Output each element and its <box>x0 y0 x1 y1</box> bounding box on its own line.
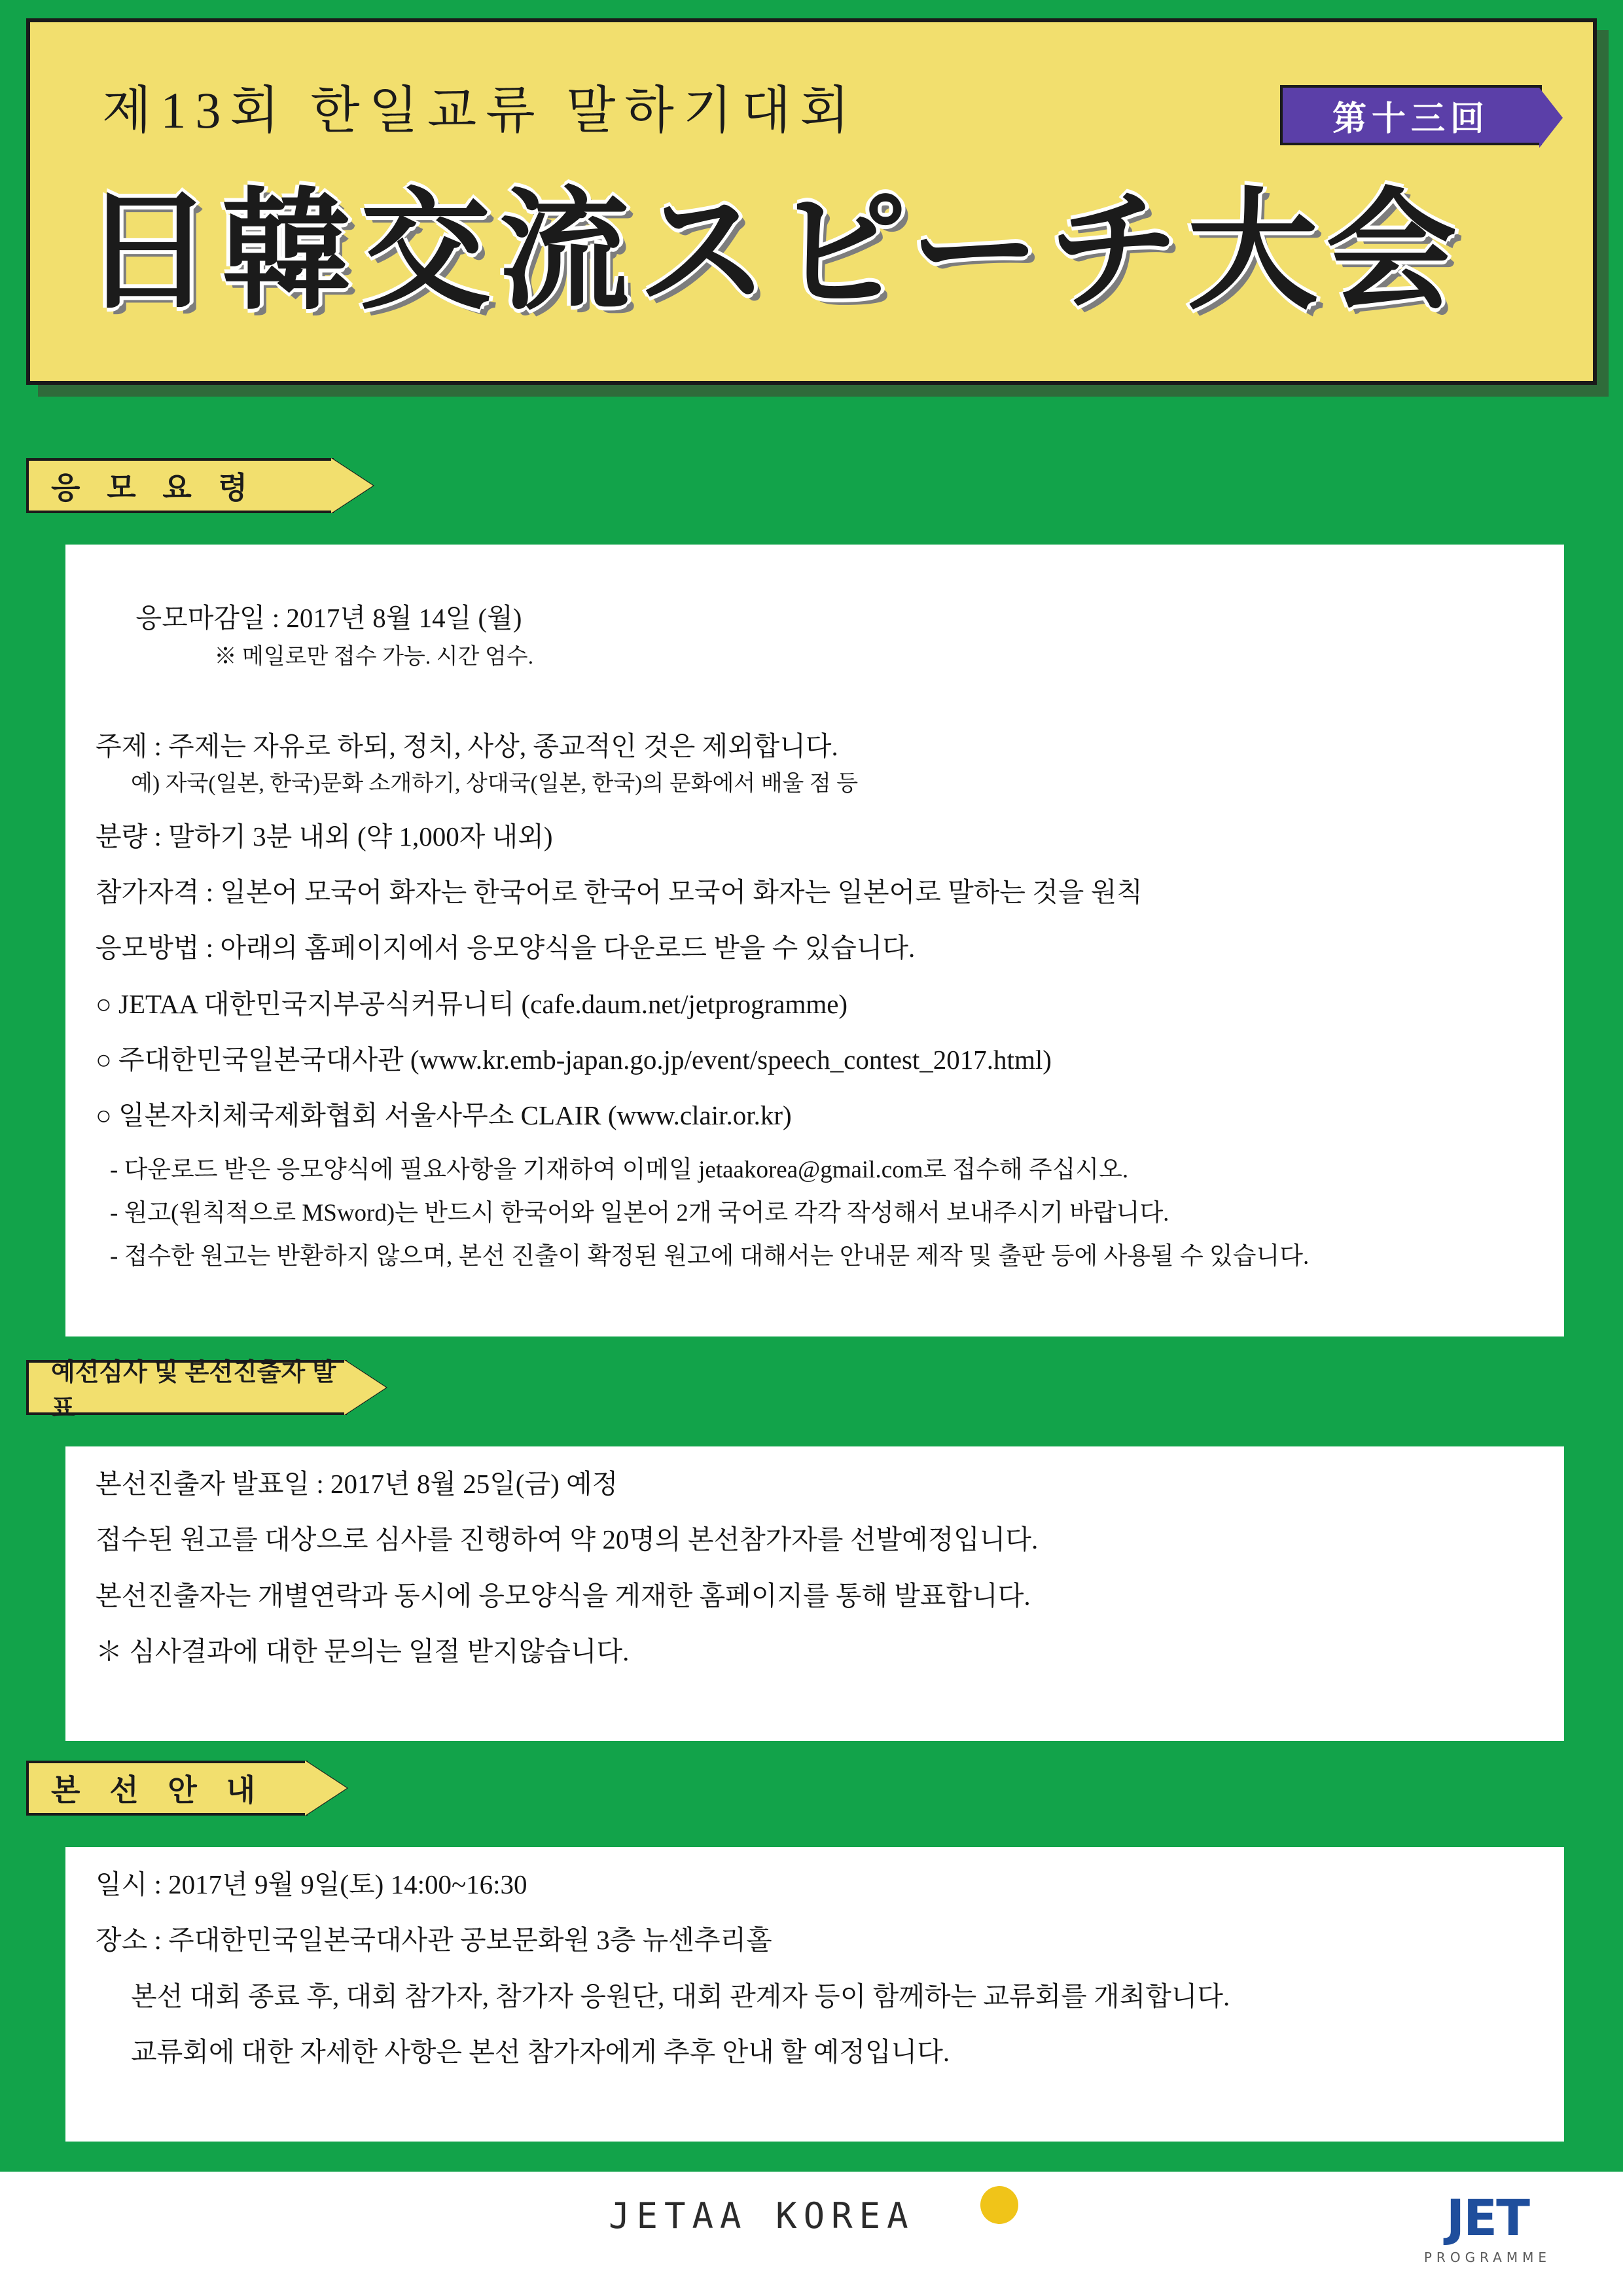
ribbon-tail-icon <box>344 1360 386 1415</box>
ribbon-tail-icon <box>331 458 373 513</box>
application-note-return: - 접수한 원고는 반환하지 않으며, 본선 진출이 확정된 원고에 대해서는 안내문 제작 및 출판 등에 사용될 수 있습니다. <box>110 1242 1310 1270</box>
screening-line-selection: 접수된 원고를 대상으로 심사를 진행하여 약 20명의 본선참가자를 선발예정입니다. <box>96 1524 1039 1555</box>
deadline-text: 응모마감일 : 2017년 8월 14일 (월) <box>135 603 522 634</box>
ribbon-final-label: 본 선 안 내 <box>51 1773 266 1807</box>
ribbon-tail-icon <box>305 1761 347 1816</box>
jetaa-dot-icon <box>980 2186 1018 2224</box>
application-note-email[interactable]: - 다운로드 받은 응모양식에 필요사항을 기재하여 이메일 jetaakorea@gmail.com로 접수해 주십시오. <box>110 1156 1129 1183</box>
ribbon-screening <box>26 1359 347 1422</box>
deadline-note: ※ 메일로만 접수 가능. 시간 엄수. <box>214 644 534 669</box>
ribbon-final <box>26 1761 308 1816</box>
jet-logo-mark: JET <box>1446 2189 1529 2247</box>
header-korean-title: 제13회 한일교류 말하기대회 <box>102 82 859 139</box>
final-line-venue: 장소 : 주대한민국일본국대사관 공보문화원 3층 뉴센추리홀 <box>96 1925 772 1956</box>
application-site-jetaa[interactable]: ○ JETAA 대한민국지부공식커뮤니티 (cafe.daum.net/jetprogramme) <box>96 988 848 1019</box>
application-line-eligibility: 참가자격 : 일본어 모국어 화자는 한국어로 한국어 모국어 화자는 일본어로 말하는 것을 원칙 <box>96 876 1143 907</box>
screening-line-notification: 본선진출자는 개별연락과 동시에 응모양식을 게재한 홈페이지를 통해 발표합니다. <box>96 1580 1031 1611</box>
application-line-topic: 주제 : 주제는 자유로 하되, 정치, 사상, 종교적인 것은 제외합니다. <box>96 731 838 762</box>
screening-line-no-inquiry: ＊ 심사결과에 대한 문의는 일절 받지않습니다. <box>96 1636 630 1667</box>
jet-logo-subtitle: PROGRAMME <box>1423 2250 1551 2265</box>
final-line-social: 본선 대회 종료 후, 대회 참가자, 참가자 응원단, 대회 관계자 등이 함께하는 교류회를 개최합니다. <box>131 1981 1230 2011</box>
application-site-clair[interactable]: ○ 일본자치체국제화협회 서울사무소 CLAIR (www.clair.or.kr) <box>96 1100 792 1131</box>
final-line-social-detail: 교류회에 대한 자세한 사항은 본선 참가자에게 추후 안내 할 예정입니다. <box>131 2037 950 2068</box>
footer <box>0 2172 1623 2296</box>
screening-panel <box>65 1446 1564 1741</box>
screening-line-announce-date: 본선진출자 발표일 : 2017년 8월 25일(금) 예정 <box>96 1469 618 1499</box>
header-banner <box>26 18 1597 385</box>
application-line-length: 분량 : 말하기 3분 내외 (약 1,000자 내외) <box>96 821 553 852</box>
header-japanese-title: 日韓交流スピーチ大会 <box>82 175 1465 328</box>
application-site-embassy[interactable]: ○ 주대한민국일본국대사관 (www.kr.emb-japan.go.jp/event/speech_contest_2017.html) <box>96 1044 1052 1075</box>
ribbon-application-label: 응 모 요 령 <box>51 471 257 505</box>
application-panel <box>65 545 1564 1336</box>
jetaa-korea-logo: JETAA KOREA <box>609 2195 915 2236</box>
application-line-topic-example: 예) 자국(일본, 한국)문화 소개하기, 상대국(일본, 한국)의 문화에서 배울 점 등 <box>131 771 859 796</box>
edition-badge: 第十三回 <box>1280 85 1542 145</box>
final-line-datetime: 일시 : 2017년 9월 9일(토) 14:00~16:30 <box>96 1869 527 1899</box>
application-note-language: - 원고(원칙적으로 MSword)는 반드시 한국어와 일본어 2개 국어로 각각 작성해서 보내주시기 바랍니다. <box>110 1199 1169 1227</box>
jet-programme-logo <box>1424 2189 1551 2265</box>
application-line-deadline <box>96 564 1534 709</box>
ribbon-application <box>26 458 334 513</box>
final-panel <box>65 1847 1564 2142</box>
ribbon-screening-label: 예선심사 및 본선진출자 발표 <box>51 1359 336 1422</box>
application-line-method: 응모방법 : 아래의 홈페이지에서 응모양식을 다운로드 받을 수 있습니다. <box>96 933 916 963</box>
